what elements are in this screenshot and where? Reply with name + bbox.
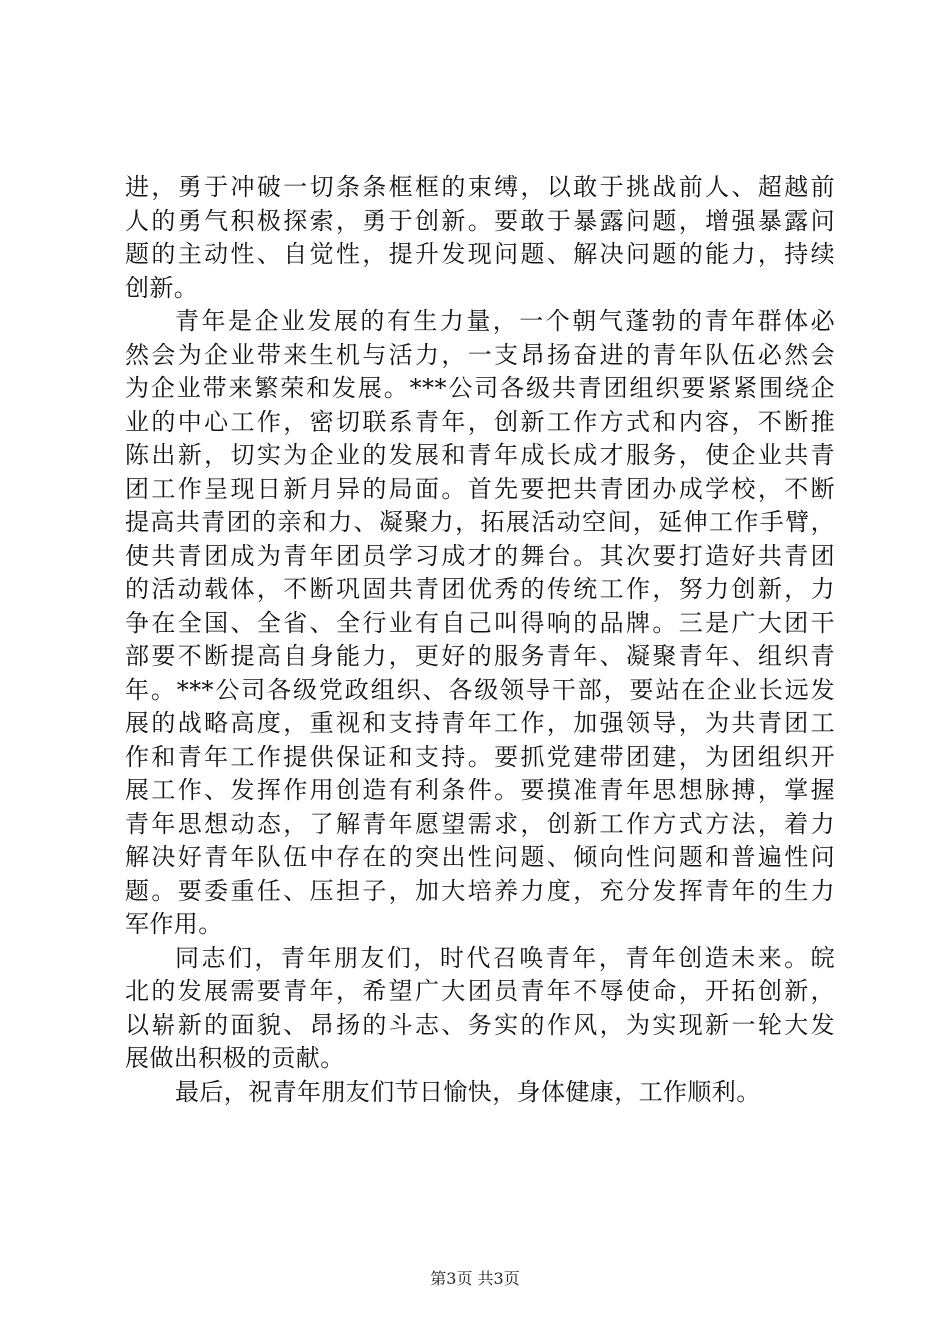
text-line: 以崭新的面貌、昂扬的斗志、务实的作风，为实现新一轮大发 [125, 1010, 835, 1039]
text-line: 部要不断提高自身能力，更好的服务青年、凝聚青年、组织青 [125, 642, 835, 670]
text-line: 展做出积极的贡献。 [125, 1044, 345, 1072]
text-line: 的活动载体，不断巩固共青团优秀的传统工作，努力创新，力 [125, 575, 835, 603]
text-line: 同志们，青年朋友们，时代召唤青年，青年创造未来。皖 [175, 943, 835, 972]
text-line: 陈出新，切实为企业的发展和青年成长成才服务，使企业共青 [125, 441, 835, 469]
text-line: 军作用。 [125, 910, 223, 938]
text-line: 团工作呈现日新月异的局面。首先要把共青团办成学校，不断 [125, 474, 835, 503]
text-line: 题的主动性、自觉性，提升发现问题、解决问题的能力，持续 [125, 240, 835, 268]
text-line: 题。要委重任、压担子，加大培养力度，充分发挥青年的生力 [125, 876, 835, 905]
page-footer: 第3页 共3页 [430, 1269, 520, 1288]
text-line: 作和青年工作提供保证和支持。要抓党建带团建，为团组织开 [125, 742, 835, 771]
text-line: 展工作、发挥作用创造有利条件。要摸准青年思想脉搏，掌握 [125, 776, 835, 804]
text-line: 进，勇于冲破一切条条框框的束缚，以敢于挑战前人、超越前 [125, 173, 835, 201]
document-body [125, 171, 835, 1109]
text-line: 提高共青团的亲和力、凝聚力，拓展活动空间，延伸工作手臂， [125, 508, 835, 536]
text-line: 人的勇气积极探索，勇于创新。要敢于暴露问题，增强暴露问 [125, 206, 835, 235]
text-line: 使共青团成为青年团员学习成才的舞台。其次要打造好共青团 [125, 541, 835, 570]
text-line: 展的战略高度，重视和支持青年工作，加强领导，为共青团工 [125, 709, 835, 737]
text-line: 青年是企业发展的有生力量，一个朝气蓬勃的青年群体必 [175, 307, 835, 335]
text-line: 创新。 [125, 273, 199, 302]
text-line: 解决好青年队伍中存在的突出性问题、倾向性问题和普遍性问 [125, 843, 835, 871]
text-line: 最后，祝青年朋友们节日愉快，身体健康，工作顺利。 [175, 1077, 761, 1106]
text-line: 青年思想动态，了解青年愿望需求，创新工作方式方法，着力 [125, 809, 835, 838]
text-line: 北的发展需要青年，希望广大团员青年不辱使命，开拓创新， [125, 977, 835, 1005]
text-line: 争在全国、全省、全行业有自己叫得响的品牌。三是广大团干 [125, 608, 835, 637]
text-line: 为企业带来繁荣和发展。***公司各级共青团组织要紧紧围绕企 [125, 374, 835, 402]
text-line: 年。***公司各级党政组织、各级领导干部，要站在企业长远发 [125, 675, 835, 704]
text-line: 业的中心工作，密切联系青年，创新工作方式和内容，不断推 [125, 407, 835, 436]
text-line: 然会为企业带来生机与活力，一支昂扬奋进的青年队伍必然会 [125, 340, 835, 369]
